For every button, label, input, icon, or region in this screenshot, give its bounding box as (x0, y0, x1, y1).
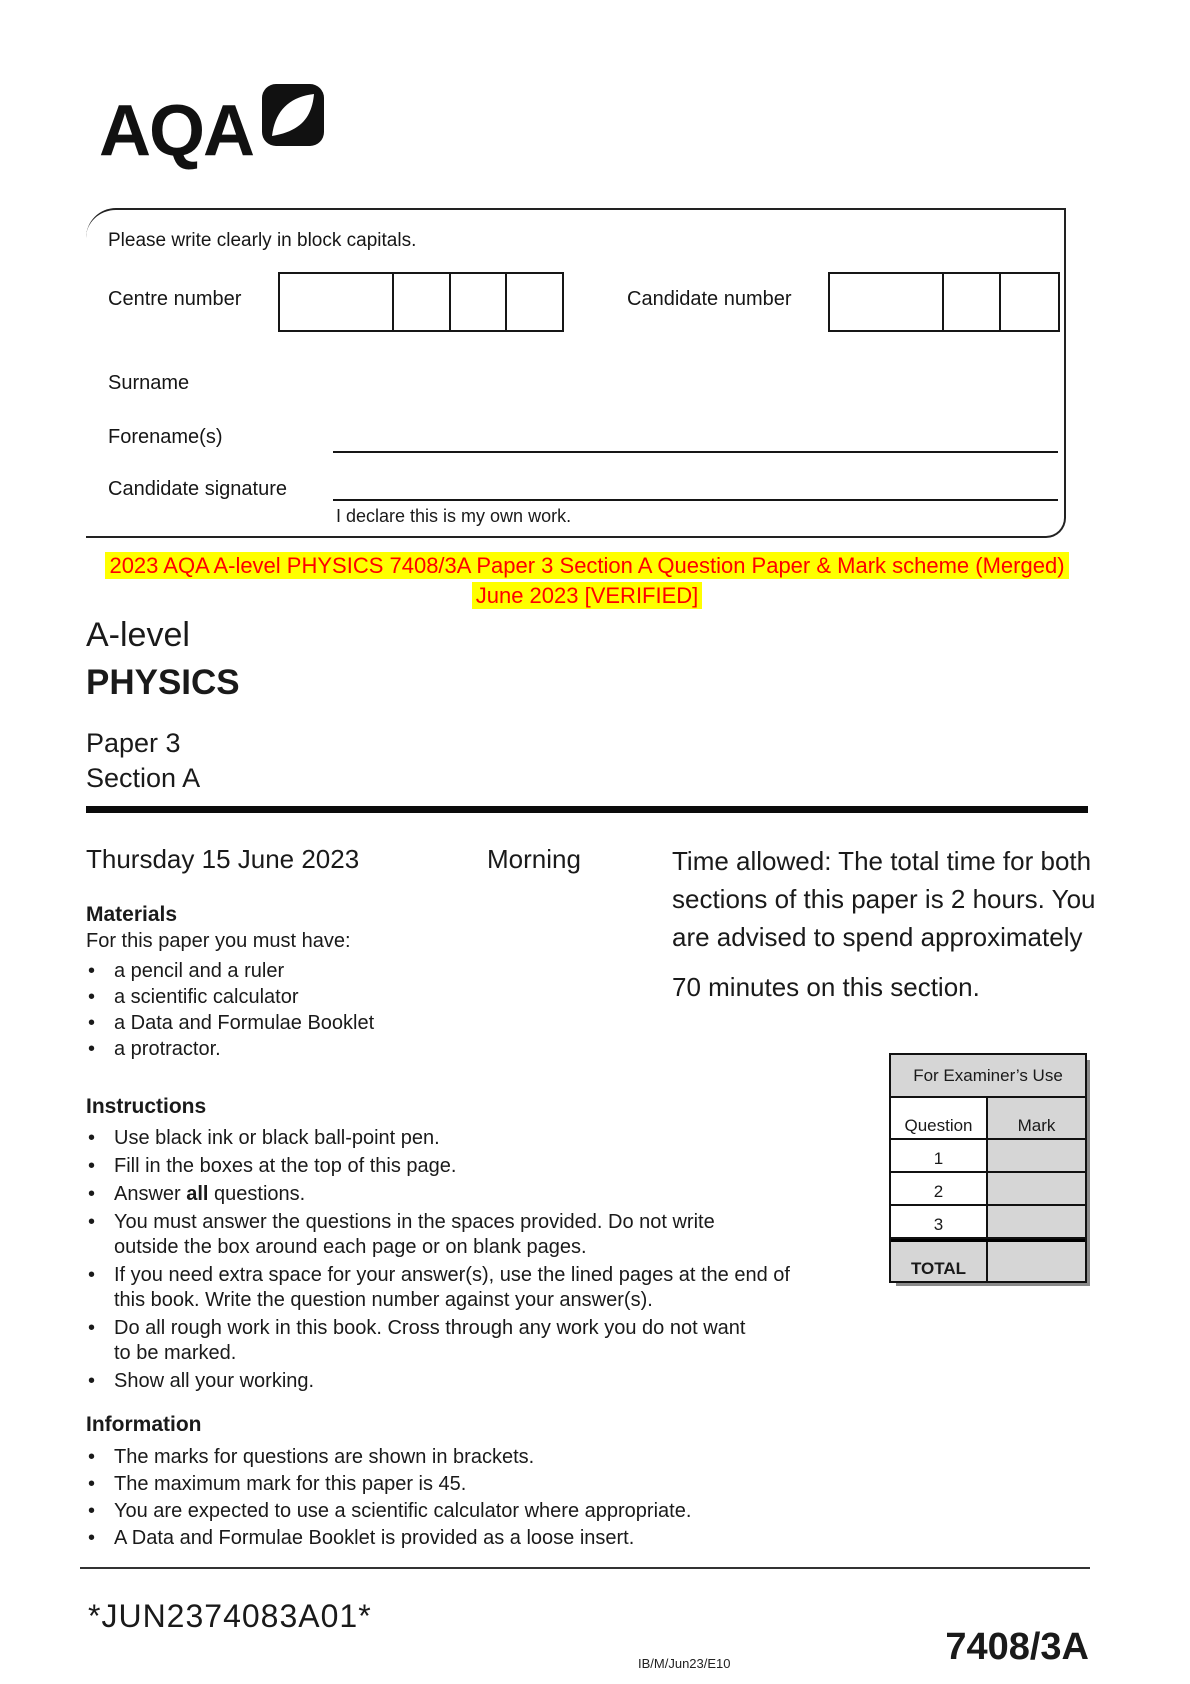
aqa-logo (99, 90, 253, 172)
information-item: The marks for questions are shown in brackets. (114, 1446, 535, 1468)
bullet-icon: • (88, 1500, 96, 1522)
instruction-text: You must answer the questions in the spaces provided. Do not write (114, 1211, 715, 1233)
list-item (88, 1210, 790, 1235)
declaration-text: I declare this is my own work. (336, 506, 572, 526)
table-row (891, 1206, 1085, 1239)
candidate-number-cell[interactable] (830, 274, 942, 330)
candidate-number-grid (828, 272, 1060, 332)
examiner-use-table (889, 1053, 1087, 1283)
mark-cell (988, 1206, 1085, 1237)
paper-title: Paper 3 (86, 728, 181, 758)
instruction-text: Use black ink or black ball-point pen. (114, 1127, 440, 1149)
highlight-banner (86, 551, 1088, 611)
table-row (891, 1140, 1085, 1173)
list-item (88, 1010, 648, 1036)
list-item (88, 958, 648, 984)
total-label: TOTAL (891, 1242, 988, 1281)
bullet-icon: • (88, 1473, 96, 1495)
time-allowed-text: Time allowed: The total time for both sections of this paper is 2 hours. You are advised to spend approximately (672, 846, 1096, 952)
title-rule (86, 806, 1088, 813)
qualification-title: A-level (86, 616, 190, 654)
information-item: The maximum mark for this paper is 45. (114, 1473, 467, 1495)
answer-bold: all (186, 1183, 209, 1205)
forename-field[interactable] (333, 430, 1058, 453)
question-column-header: Question (891, 1098, 988, 1138)
exam-date: Thursday 15 June 2023 (86, 844, 360, 874)
leaf-icon (262, 84, 324, 146)
list-item (88, 984, 648, 1010)
materials-item: a protractor. (114, 1038, 221, 1060)
instruction-text (114, 1182, 305, 1207)
list-item (88, 1525, 848, 1552)
bullet-icon: • (88, 1527, 96, 1549)
mark-cell (988, 1140, 1085, 1171)
table-row (891, 1173, 1085, 1206)
list-item (88, 1154, 790, 1179)
leaf-icon-glyph (262, 84, 324, 146)
bullet-icon: • (88, 1446, 96, 1468)
time-allowed-section-text: 70 minutes on this section. (672, 972, 980, 1002)
information-item: A Data and Formulae Booklet is provided as a loose insert. (114, 1527, 635, 1549)
instructions-list (88, 1126, 790, 1394)
list-item (88, 1444, 848, 1471)
centre-number-label: Centre number (108, 288, 242, 310)
materials-heading: Materials (86, 903, 178, 926)
list-item-continuation (88, 1341, 790, 1366)
information-heading: Information (86, 1413, 202, 1436)
instruction-text: If you need extra space for your answer(s), use the lined pages at the end of (114, 1264, 790, 1286)
instruction-text: outside the box around each page or on blank pages. (114, 1236, 587, 1258)
list-item (88, 1182, 790, 1207)
list-item (88, 1471, 848, 1498)
bullet-icon: • (88, 960, 96, 982)
answer-pre: Answer (114, 1183, 187, 1205)
centre-number-cell[interactable] (505, 274, 562, 330)
signature-field[interactable] (333, 478, 1058, 501)
materials-item: a Data and Formulae Booklet (114, 1012, 375, 1034)
list-item-continuation (88, 1235, 790, 1260)
information-list (88, 1444, 848, 1552)
centre-number-cell[interactable] (449, 274, 505, 330)
bullet-icon: • (88, 1155, 96, 1177)
paper-code: 7408/3A (945, 1626, 1089, 1668)
barcode-text: *JUN2374083A01* (88, 1598, 372, 1634)
list-item (88, 1369, 790, 1394)
materials-intro: For this paper you must have: (86, 930, 351, 952)
forename-label: Forename(s) (108, 426, 223, 448)
block-capitals-note: Please write clearly in block capitals. (108, 230, 417, 251)
bullet-icon: • (88, 1370, 96, 1392)
total-mark-cell (988, 1242, 1085, 1281)
instruction-text: this book. Write the question number against your answer(s). (114, 1289, 653, 1311)
bullet-icon: • (88, 1211, 96, 1233)
bullet-icon: • (88, 1038, 96, 1060)
exam-session: Morning (487, 844, 581, 874)
list-item (88, 1126, 790, 1151)
table-total-row (891, 1239, 1085, 1281)
materials-list (88, 958, 648, 1062)
question-number: 3 (891, 1206, 988, 1237)
footer-reference: IB/M/Jun23/E10 (638, 1656, 731, 1671)
materials-item: a pencil and a ruler (114, 960, 285, 982)
list-item (88, 1263, 790, 1288)
table-row (891, 1098, 1085, 1140)
examiner-table-title: For Examiner’s Use (891, 1055, 1085, 1098)
subject-title: PHYSICS (86, 663, 240, 702)
question-number: 1 (891, 1140, 988, 1171)
surname-label: Surname (108, 372, 190, 394)
signature-label: Candidate signature (108, 478, 288, 500)
information-item: You are expected to use a scientific calculator where appropriate. (114, 1500, 692, 1522)
section-title: Section A (86, 763, 201, 793)
bullet-icon: • (88, 1183, 96, 1205)
centre-number-cell[interactable] (280, 274, 392, 330)
aqa-logo-text: AQA (99, 91, 253, 171)
bullet-icon: • (88, 986, 96, 1008)
mark-column-header: Mark (988, 1098, 1085, 1138)
list-item-continuation (88, 1288, 790, 1313)
footer-rule (80, 1567, 1090, 1569)
answer-post: questions. (208, 1183, 306, 1205)
candidate-number-label: Candidate number (627, 288, 792, 310)
bullet-icon: • (88, 1012, 96, 1034)
candidate-number-cell[interactable] (942, 274, 999, 330)
time-allowed-block (672, 842, 1102, 1006)
instruction-text: Do all rough work in this book. Cross through any work you do not want (114, 1317, 746, 1339)
bullet-icon: • (88, 1317, 96, 1339)
centre-number-grid (278, 272, 564, 332)
highlight-line-2: June 2023 [VERIFIED] (472, 582, 703, 609)
bullet-icon: • (88, 1264, 96, 1286)
highlight-line-1: 2023 AQA A-level PHYSICS 7408/3A Paper 3 Section A Question Paper & Mark scheme (Merged) (105, 552, 1068, 579)
bullet-icon: • (88, 1127, 96, 1149)
candidate-number-cell[interactable] (999, 274, 1058, 330)
instruction-text: Fill in the boxes at the top of this page. (114, 1155, 457, 1177)
question-number: 2 (891, 1173, 988, 1204)
list-item (88, 1498, 848, 1525)
list-item (88, 1036, 648, 1062)
centre-number-cell[interactable] (392, 274, 448, 330)
materials-item: a scientific calculator (114, 986, 299, 1008)
list-item (88, 1316, 790, 1341)
instructions-heading: Instructions (86, 1095, 207, 1118)
mark-cell (988, 1173, 1085, 1204)
instruction-text: Show all your working. (114, 1370, 315, 1392)
instruction-text: to be marked. (114, 1342, 237, 1364)
